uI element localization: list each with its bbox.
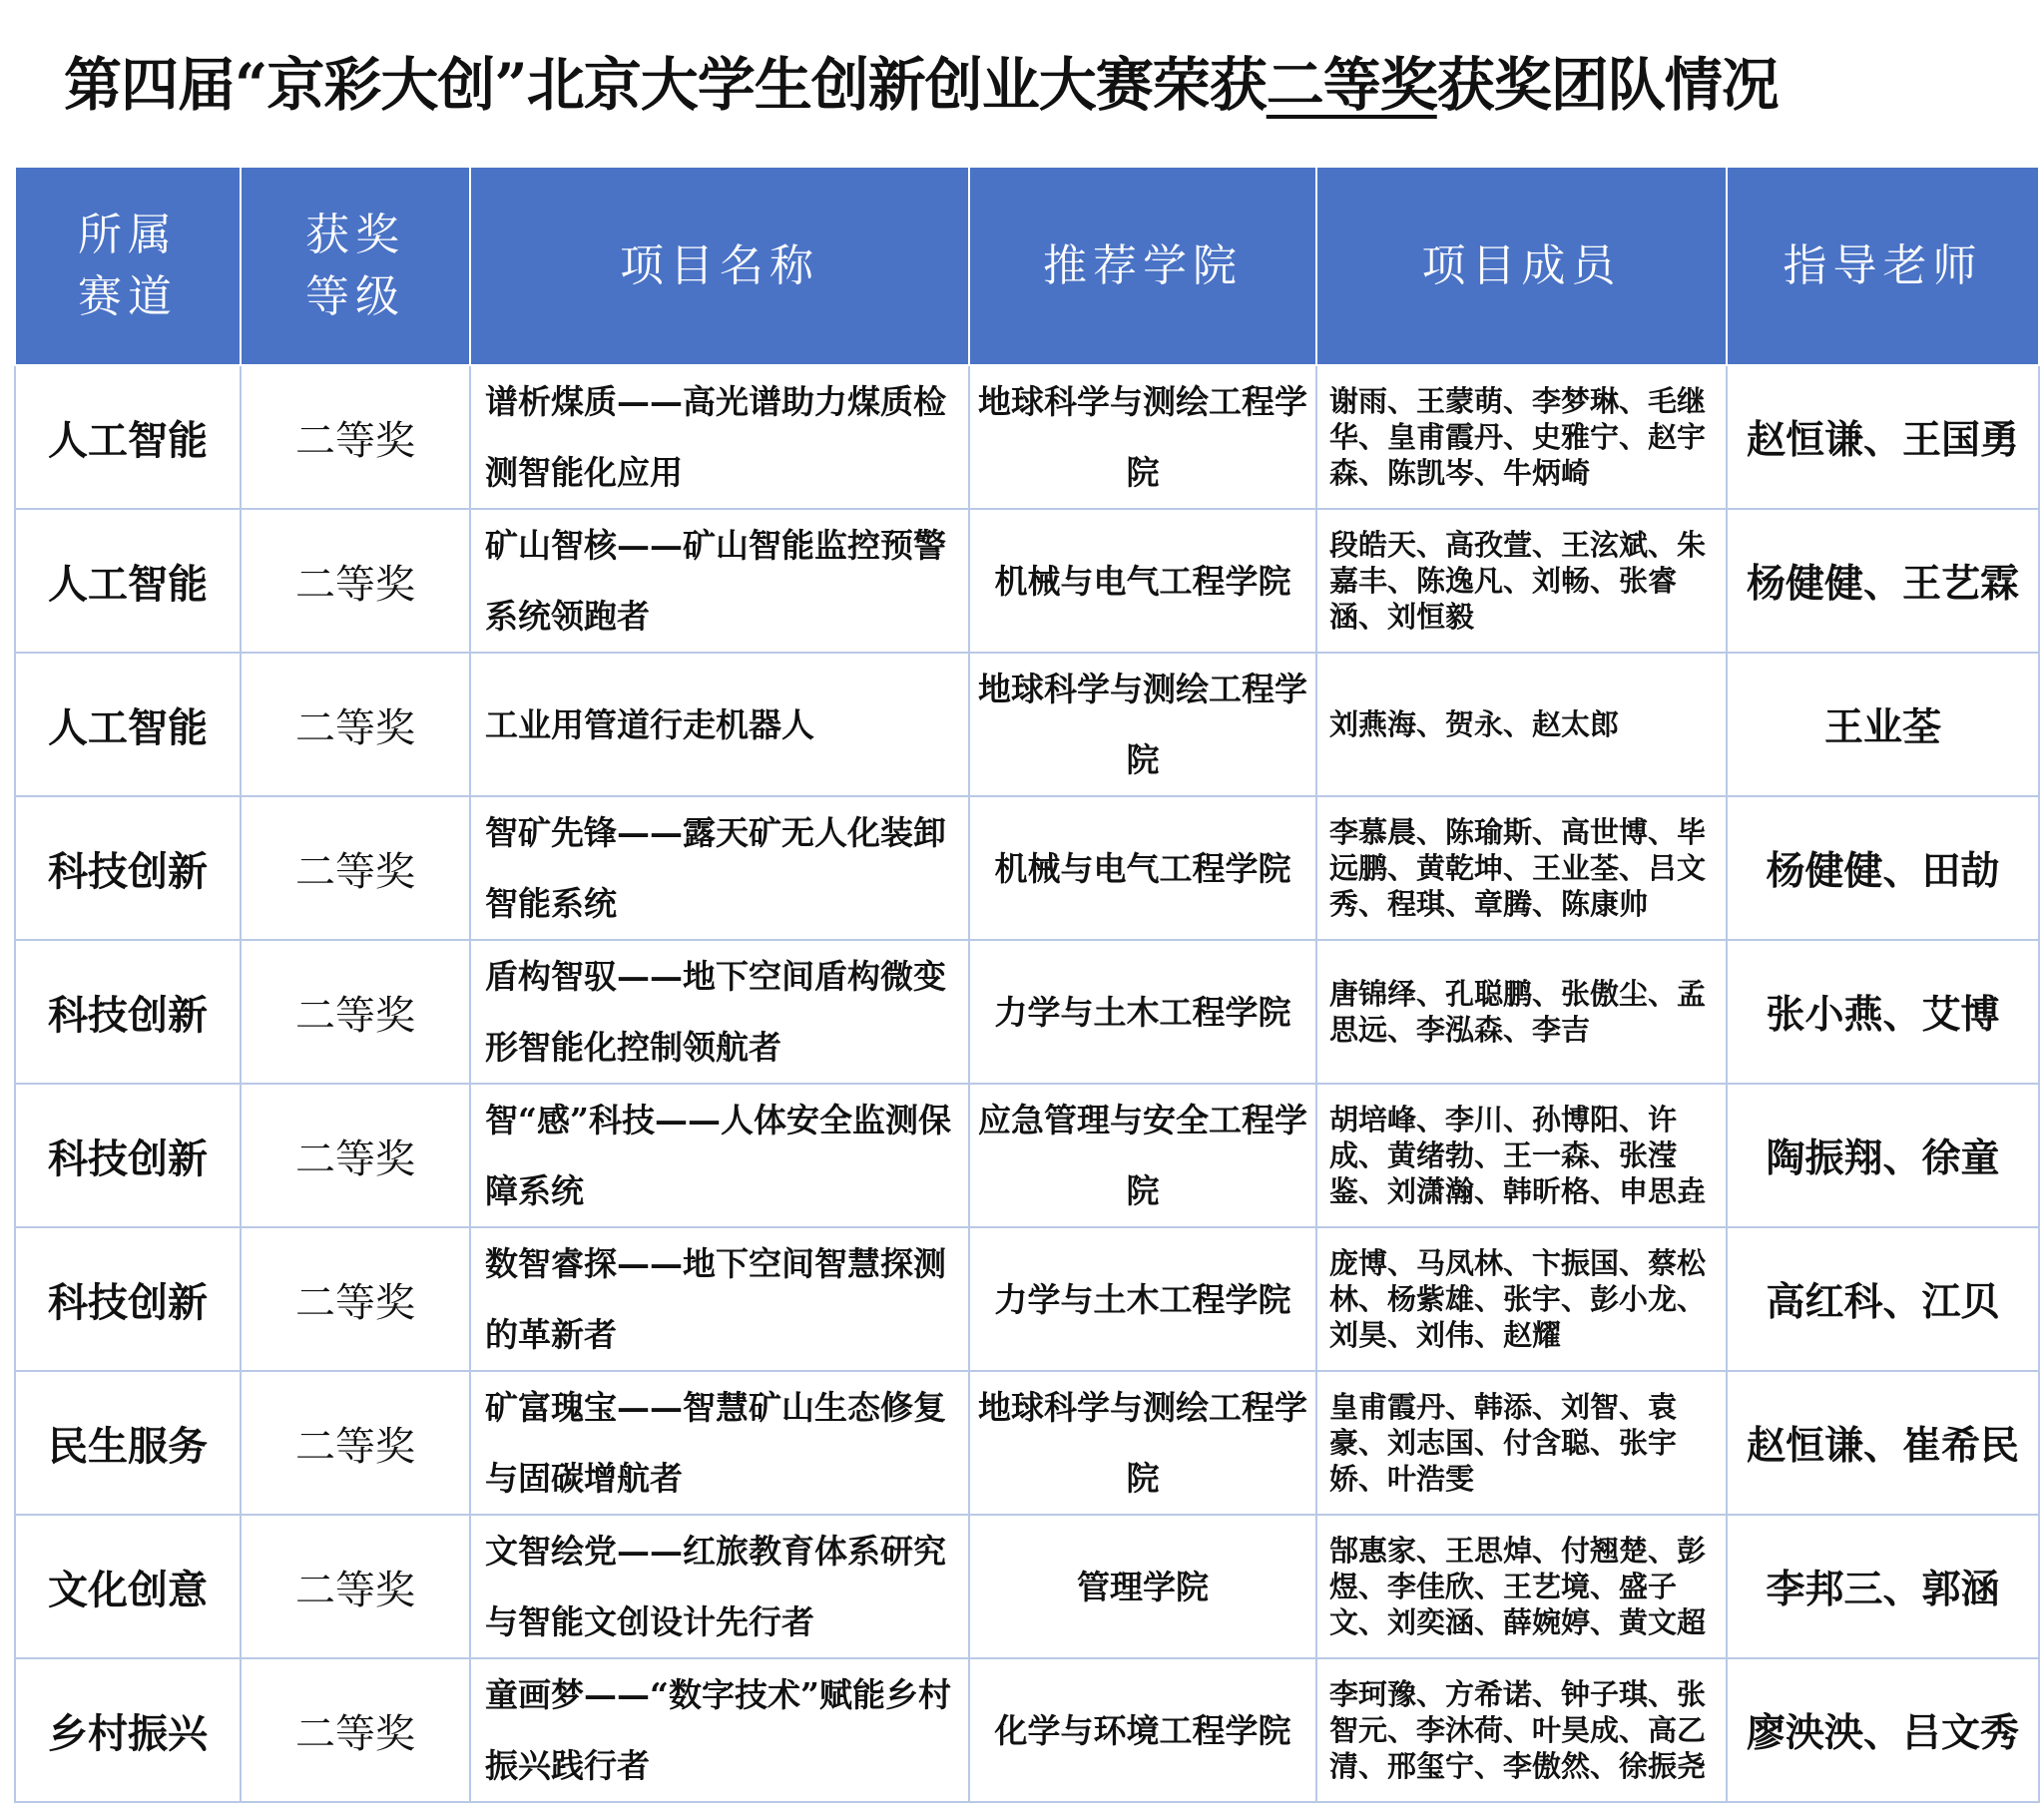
track-cell: 人工智能 — [15, 509, 241, 653]
project-name-cell: 矿富瑰宝——智慧矿山生态修复与固碳增航者 — [470, 1371, 969, 1515]
college-cell: 应急管理与安全工程学院 — [969, 1084, 1316, 1227]
table-row — [15, 1084, 2039, 1227]
college-cell: 力学与土木工程学院 — [969, 1227, 1316, 1371]
college-cell: 地球科学与测绘工程学院 — [969, 653, 1316, 796]
advisor-cell: 高红科、江贝 — [1727, 1227, 2039, 1371]
title-highlight: 二等奖 — [1266, 51, 1437, 119]
members-cell: 皇甫霞丹、韩添、刘智、袁豪、刘志国、付含聪、张宇娇、叶浩雯 — [1316, 1371, 1727, 1515]
header-advisor: 指导老师 — [1727, 168, 2039, 365]
college-cell: 地球科学与测绘工程学院 — [969, 1371, 1316, 1515]
level-cell: 二等奖 — [241, 940, 470, 1084]
page-title — [64, 40, 2020, 130]
level-cell: 二等奖 — [241, 1371, 470, 1515]
table-header-row — [15, 168, 2039, 365]
track-cell: 人工智能 — [15, 653, 241, 796]
members-cell: 李慕晨、陈瑜斯、高世博、毕远鹏、黄乾坤、王业荃、吕文秀、程琪、章腾、陈康帅 — [1316, 796, 1727, 940]
members-cell: 胡培峰、李川、孙博阳、许成、黄绪勃、王一森、张滢鉴、刘潇瀚、韩昕格、申思垚 — [1316, 1084, 1727, 1227]
track-cell: 科技创新 — [15, 940, 241, 1084]
level-cell: 二等奖 — [241, 509, 470, 653]
advisor-cell: 陶振翔、徐童 — [1727, 1084, 2039, 1227]
track-cell: 科技创新 — [15, 796, 241, 940]
level-cell: 二等奖 — [241, 1227, 470, 1371]
level-cell: 二等奖 — [241, 653, 470, 796]
table-row — [15, 365, 2039, 509]
level-cell: 二等奖 — [241, 1515, 470, 1658]
advisor-cell: 赵恒谦、王国勇 — [1727, 365, 2039, 509]
award-table — [14, 168, 2040, 1803]
table-row — [15, 1227, 2039, 1371]
track-cell: 科技创新 — [15, 1084, 241, 1227]
project-name-cell: 数智睿探——地下空间智慧探测的革新者 — [470, 1227, 969, 1371]
table-row — [15, 509, 2039, 653]
members-cell: 李珂豫、方希诺、钟子琪、张智元、李沐荷、叶昊成、高乙清、邢玺宁、李傲然、徐振尧 — [1316, 1658, 1727, 1802]
project-name-cell: 谱析煤质——高光谱助力煤质检测智能化应用 — [470, 365, 969, 509]
college-cell: 力学与土木工程学院 — [969, 940, 1316, 1084]
track-cell: 文化创意 — [15, 1515, 241, 1658]
header-project: 项目名称 — [470, 168, 969, 365]
title-prefix: 第四届“京彩大创”北京大学生创新创业大赛荣获 — [64, 51, 1267, 119]
members-cell: 庞博、马凤林、卞振国、蔡松林、杨紫雄、张宇、彭小龙、刘昊、刘伟、赵耀 — [1316, 1227, 1727, 1371]
project-name-cell: 盾构智驭——地下空间盾构微变形智能化控制领航者 — [470, 940, 969, 1084]
table-row — [15, 653, 2039, 796]
college-cell: 管理学院 — [969, 1515, 1316, 1658]
level-cell: 二等奖 — [241, 1084, 470, 1227]
advisor-cell: 杨健健、田劼 — [1727, 796, 2039, 940]
advisor-cell: 张小燕、艾博 — [1727, 940, 2039, 1084]
members-cell: 刘燕海、贺永、赵太郎 — [1316, 653, 1727, 796]
college-cell: 化学与环境工程学院 — [969, 1658, 1316, 1802]
table-row — [15, 940, 2039, 1084]
project-name-cell: 文智绘党——红旅教育体系研究与智能文创设计先行者 — [470, 1515, 969, 1658]
track-cell: 民生服务 — [15, 1371, 241, 1515]
advisor-cell: 赵恒谦、崔希民 — [1727, 1371, 2039, 1515]
members-cell: 唐锦绎、孔聪鹏、张傲尘、孟思远、李泓森、李吉 — [1316, 940, 1727, 1084]
project-name-cell: 工业用管道行走机器人 — [470, 653, 969, 796]
level-cell: 二等奖 — [241, 796, 470, 940]
project-name-cell: 智矿先锋——露天矿无人化装卸智能系统 — [470, 796, 969, 940]
college-cell: 地球科学与测绘工程学院 — [969, 365, 1316, 509]
college-cell: 机械与电气工程学院 — [969, 796, 1316, 940]
table-row — [15, 1658, 2039, 1802]
members-cell: 谢雨、王蒙萌、李梦琳、毛继华、皇甫霞丹、史雅宁、赵宇森、陈凯岑、牛炳崎 — [1316, 365, 1727, 509]
advisor-cell: 廖泱泱、吕文秀 — [1727, 1658, 2039, 1802]
header-college: 推荐学院 — [969, 168, 1316, 365]
table-row — [15, 796, 2039, 940]
advisor-cell: 杨健健、王艺霖 — [1727, 509, 2039, 653]
track-cell: 科技创新 — [15, 1227, 241, 1371]
track-cell: 人工智能 — [15, 365, 241, 509]
table-row — [15, 1515, 2039, 1658]
members-cell: 段皓天、高孜萱、王泫斌、朱嘉丰、陈逸凡、刘畅、张睿涵、刘恒毅 — [1316, 509, 1727, 653]
level-cell: 二等奖 — [241, 1658, 470, 1802]
advisor-cell: 李邦三、郭涵 — [1727, 1515, 2039, 1658]
table-row — [15, 1371, 2039, 1515]
advisor-cell: 王业荃 — [1727, 653, 2039, 796]
header-track: 所属 赛道 — [15, 168, 241, 365]
college-cell: 机械与电气工程学院 — [969, 509, 1316, 653]
project-name-cell: 矿山智核——矿山智能监控预警系统领跑者 — [470, 509, 969, 653]
members-cell: 郜惠家、王思焯、付翘楚、彭煜、李佳欣、王艺境、盛子文、刘奕涵、薛婉婷、黄文超 — [1316, 1515, 1727, 1658]
title-suffix: 获奖团队情况 — [1436, 51, 1779, 119]
project-name-cell: 童画梦——“数字技术”赋能乡村振兴践行者 — [470, 1658, 969, 1802]
header-members: 项目成员 — [1316, 168, 1727, 365]
track-cell: 乡村振兴 — [15, 1658, 241, 1802]
header-level: 获奖 等级 — [241, 168, 470, 365]
project-name-cell: 智“感”科技——人体安全监测保障系统 — [470, 1084, 969, 1227]
level-cell: 二等奖 — [241, 365, 470, 509]
